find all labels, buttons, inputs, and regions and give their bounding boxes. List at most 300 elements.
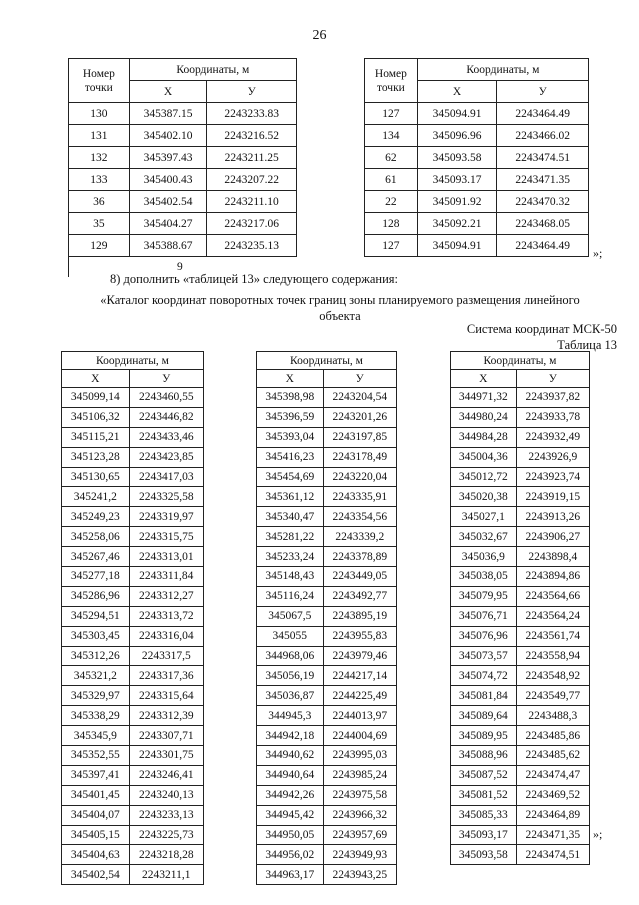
- x-cell: 345094.91: [417, 235, 497, 257]
- y-header: У: [207, 81, 297, 103]
- table-row: [62, 765, 204, 785]
- point-number-cell: 36: [69, 191, 130, 213]
- x-cell: 345398,98: [257, 388, 324, 408]
- x-cell: 345073,57: [451, 646, 517, 666]
- x-cell: 345089,64: [451, 706, 517, 726]
- y-cell: 2243949,93: [323, 845, 396, 865]
- x-cell: 345115,21: [62, 427, 130, 447]
- table-row: [62, 825, 204, 845]
- table-row: [62, 447, 204, 467]
- table-row: [257, 487, 397, 507]
- table-row: [62, 547, 204, 567]
- x-cell: 345404,07: [62, 805, 130, 825]
- y-cell: 2243894,86: [516, 567, 589, 587]
- table-row: [451, 606, 590, 626]
- table-row: [257, 586, 397, 606]
- table-row: [451, 746, 590, 766]
- x-cell: 345093,17: [451, 825, 517, 845]
- x-cell: 345130,65: [62, 467, 130, 487]
- x-cell: 345089,95: [451, 726, 517, 746]
- table-row: [62, 606, 204, 626]
- y-cell: 2243313,72: [129, 606, 203, 626]
- y-cell: 2243220,04: [323, 467, 396, 487]
- y-cell: 2243325,58: [129, 487, 203, 507]
- y-cell: 2243178,49: [323, 447, 396, 467]
- table-row: [62, 865, 204, 885]
- table-row: [257, 467, 397, 487]
- x-cell: 345233,24: [257, 547, 324, 567]
- y-cell: 2244225,49: [323, 686, 396, 706]
- x-cell: 345294,51: [62, 606, 130, 626]
- coords-header: Координаты, м: [62, 352, 204, 370]
- closing-mark: »;: [593, 246, 603, 260]
- y-cell: 2243469,52: [516, 785, 589, 805]
- y-cell: 2243943,25: [323, 865, 396, 885]
- y-cell: 2243932,49: [516, 427, 589, 447]
- y-cell: 2243957,69: [323, 825, 396, 845]
- point-number-header: Номер точки: [365, 59, 418, 103]
- y-cell: 2243233,13: [129, 805, 203, 825]
- table-row: [69, 213, 297, 235]
- x-cell: 345032,67: [451, 527, 517, 547]
- x-cell: 345036,9: [451, 547, 517, 567]
- table-row: [69, 125, 297, 147]
- x-cell: 345012,72: [451, 467, 517, 487]
- x-cell: 345396,59: [257, 407, 324, 427]
- x-cell: 344945,3: [257, 706, 324, 726]
- y-cell: 2243197,85: [323, 427, 396, 447]
- table-row: [451, 567, 590, 587]
- table-row: [365, 213, 589, 235]
- y-cell: 2243895,19: [323, 606, 396, 626]
- y-cell: 2243464.49: [497, 103, 589, 125]
- y-cell: 2243466.02: [497, 125, 589, 147]
- table-row: [257, 547, 397, 567]
- table-row: [451, 765, 590, 785]
- table-row: [257, 606, 397, 626]
- y-cell: 2243378,89: [323, 547, 396, 567]
- x-cell: 345076,71: [451, 606, 517, 626]
- table-row: [257, 805, 397, 825]
- table-row: [257, 865, 397, 885]
- y-cell: 2243339,2: [323, 527, 396, 547]
- x-cell: 345258,06: [62, 527, 130, 547]
- x-cell: 345388.67: [129, 235, 207, 257]
- y-cell: 2243311,84: [129, 567, 203, 587]
- y-header: У: [516, 370, 589, 388]
- y-cell: 2243313,01: [129, 547, 203, 567]
- point-number-cell: 133: [69, 169, 130, 191]
- x-cell: 344940,64: [257, 765, 324, 785]
- y-cell: 2243485,86: [516, 726, 589, 746]
- x-cell: 345081,52: [451, 785, 517, 805]
- x-cell: 345081,84: [451, 686, 517, 706]
- y-cell: 2243233.83: [207, 103, 297, 125]
- y-cell: 2243317,36: [129, 666, 203, 686]
- y-cell: 2243561,74: [516, 626, 589, 646]
- x-cell: 345401,45: [62, 785, 130, 805]
- x-cell: 344942,18: [257, 726, 324, 746]
- table-row: [451, 726, 590, 746]
- x-cell: 345277,18: [62, 567, 130, 587]
- table-row: [62, 726, 204, 746]
- x-cell: 345361,12: [257, 487, 324, 507]
- x-cell: 345091.92: [417, 191, 497, 213]
- x-header: X: [62, 370, 130, 388]
- x-cell: 344980,24: [451, 407, 517, 427]
- table-row: [62, 845, 204, 865]
- point-number-cell: 22: [365, 191, 418, 213]
- paragraph-8: 8) дополнить «таблицей 13» следующего содержания:: [110, 272, 399, 286]
- x-cell: 345340,47: [257, 507, 324, 527]
- table-row: [365, 191, 589, 213]
- table-footer: 9: [69, 257, 297, 278]
- x-cell: 345067,5: [257, 606, 324, 626]
- x-cell: 344984,28: [451, 427, 517, 447]
- y-cell: 2243218,28: [129, 845, 203, 865]
- table-row: [451, 646, 590, 666]
- table-row: [62, 467, 204, 487]
- table-row: [62, 388, 204, 408]
- table-row: [62, 487, 204, 507]
- x-cell: 345249,23: [62, 507, 130, 527]
- table-row: [62, 666, 204, 686]
- table-row: [257, 785, 397, 805]
- y-cell: 2243301,75: [129, 746, 203, 766]
- x-cell: 345329,97: [62, 686, 130, 706]
- y-cell: 2243423,85: [129, 447, 203, 467]
- y-cell: 2243307,71: [129, 726, 203, 746]
- x-cell: 344963,17: [257, 865, 324, 885]
- x-cell: 345092.21: [417, 213, 497, 235]
- x-cell: 345076,96: [451, 626, 517, 646]
- table-row: [257, 726, 397, 746]
- x-cell: 345402.54: [129, 191, 207, 213]
- y-cell: 2243474,47: [516, 765, 589, 785]
- x-cell: 345027,1: [451, 507, 517, 527]
- x-cell: 345085,33: [451, 805, 517, 825]
- coords-header: Координаты, м: [451, 352, 590, 370]
- y-cell: 2243549,77: [516, 686, 589, 706]
- point-number-cell: 61: [365, 169, 418, 191]
- table-row: [257, 825, 397, 845]
- y-cell: 2243201,26: [323, 407, 396, 427]
- x-cell: 345123,28: [62, 447, 130, 467]
- y-cell: 2244004,69: [323, 726, 396, 746]
- table-row: [257, 706, 397, 726]
- x-cell: 345096.96: [417, 125, 497, 147]
- table-row: [62, 527, 204, 547]
- table-row: [62, 427, 204, 447]
- table-row: [451, 527, 590, 547]
- table-row: [257, 388, 397, 408]
- table-row: [69, 147, 297, 169]
- x-cell: 345397,41: [62, 765, 130, 785]
- x-cell: 345148,43: [257, 567, 324, 587]
- coords-header: Координаты, м: [257, 352, 397, 370]
- y-cell: 2243211.25: [207, 147, 297, 169]
- table-row: [451, 666, 590, 686]
- table-row: [451, 626, 590, 646]
- y-cell: 2243471,35: [516, 825, 589, 845]
- y-header: У: [497, 81, 589, 103]
- table-row: [62, 785, 204, 805]
- y-cell: 2243955,83: [323, 626, 396, 646]
- y-cell: 2243995,03: [323, 746, 396, 766]
- x-cell: 345416,23: [257, 447, 324, 467]
- y-cell: 2243564,66: [516, 586, 589, 606]
- y-cell: 2243985,24: [323, 765, 396, 785]
- table-row: [69, 191, 297, 213]
- table-row: [62, 507, 204, 527]
- x-cell: 345303,45: [62, 626, 130, 646]
- y-cell: 2243919,15: [516, 487, 589, 507]
- table-row: [257, 765, 397, 785]
- table-row: [69, 235, 297, 257]
- table-row: [62, 746, 204, 766]
- table-row: [257, 746, 397, 766]
- x-cell: 345093,58: [451, 845, 517, 865]
- x-cell: 345404.27: [129, 213, 207, 235]
- y-cell: 2243207.22: [207, 169, 297, 191]
- y-cell: 2243335,91: [323, 487, 396, 507]
- y-cell: 2243225,73: [129, 825, 203, 845]
- x-cell: 345393,04: [257, 427, 324, 447]
- page-number: 26: [312, 28, 327, 43]
- y-cell: 2243926,9: [516, 447, 589, 467]
- table-row: [451, 785, 590, 805]
- point-number-header: Номер точки: [69, 59, 130, 103]
- x-cell: 345405,15: [62, 825, 130, 845]
- coords-table-3: [450, 351, 590, 865]
- table-row: [62, 805, 204, 825]
- x-cell: 345094.91: [417, 103, 497, 125]
- table-row: [257, 666, 397, 686]
- y-cell: 2243246,41: [129, 765, 203, 785]
- x-cell: 345038,05: [451, 567, 517, 587]
- x-cell: 345312,26: [62, 646, 130, 666]
- y-cell: 2243433,46: [129, 427, 203, 447]
- table-row: [451, 507, 590, 527]
- y-cell: 2243485,62: [516, 746, 589, 766]
- table-row: [257, 567, 397, 587]
- table-row: [62, 706, 204, 726]
- point-number-cell: 132: [69, 147, 130, 169]
- coords-table-1: [61, 351, 204, 885]
- x-cell: 345087,52: [451, 765, 517, 785]
- y-cell: 2243204,54: [323, 388, 396, 408]
- y-cell: 2243975,58: [323, 785, 396, 805]
- coord-system-caption: Система координат МСК-50 Таблица 13: [466, 322, 617, 352]
- table-row: [257, 507, 397, 527]
- y-cell: 2243488,3: [516, 706, 589, 726]
- x-cell: 344956,02: [257, 845, 324, 865]
- table-row: [257, 407, 397, 427]
- y-cell: 2243906,27: [516, 527, 589, 547]
- x-header: X: [451, 370, 517, 388]
- table-row: [451, 686, 590, 706]
- y-cell: 2243558,94: [516, 646, 589, 666]
- table-row: [451, 547, 590, 567]
- y-cell: 2244013,97: [323, 706, 396, 726]
- table-row: [451, 845, 590, 865]
- table-row: [62, 686, 204, 706]
- table-row: [451, 706, 590, 726]
- y-cell: 2243235.13: [207, 235, 297, 257]
- y-cell: 2243471.35: [497, 169, 589, 191]
- table-row: [62, 407, 204, 427]
- y-cell: 2243316,04: [129, 626, 203, 646]
- table-row: [451, 586, 590, 606]
- x-cell: 345286,96: [62, 586, 130, 606]
- y-cell: 2243315,75: [129, 527, 203, 547]
- point-number-cell: 35: [69, 213, 130, 235]
- points-table-right: [364, 58, 589, 257]
- y-cell: 2243240,13: [129, 785, 203, 805]
- x-cell: 344968,06: [257, 646, 324, 666]
- y-cell: 2243317,5: [129, 646, 203, 666]
- x-cell: 345345,9: [62, 726, 130, 746]
- point-number-cell: 128: [365, 213, 418, 235]
- y-header: У: [129, 370, 203, 388]
- x-cell: 345093.17: [417, 169, 497, 191]
- x-cell: 345056,19: [257, 666, 324, 686]
- x-cell: 345093.58: [417, 147, 497, 169]
- y-cell: 2243474.51: [497, 147, 589, 169]
- table-row: [451, 388, 590, 408]
- y-cell: 2243979,46: [323, 646, 396, 666]
- x-cell: 345321,2: [62, 666, 130, 686]
- y-cell: 2243564,24: [516, 606, 589, 626]
- x-cell: 345074,72: [451, 666, 517, 686]
- table-row: [257, 646, 397, 666]
- x-cell: 345079,95: [451, 586, 517, 606]
- y-cell: 2243211.10: [207, 191, 297, 213]
- table-row: [451, 407, 590, 427]
- x-header: X: [129, 81, 207, 103]
- x-cell: 344945,42: [257, 805, 324, 825]
- x-cell: 345397.43: [129, 147, 207, 169]
- x-header: X: [257, 370, 324, 388]
- x-cell: 344971,32: [451, 388, 517, 408]
- coords-table-2: [256, 351, 397, 885]
- x-cell: 344940,62: [257, 746, 324, 766]
- y-cell: 2243312,39: [129, 706, 203, 726]
- y-cell: 2243354,56: [323, 507, 396, 527]
- y-cell: 2243449,05: [323, 567, 396, 587]
- x-cell: 345020,38: [451, 487, 517, 507]
- table-row: [257, 686, 397, 706]
- y-cell: 2243913,26: [516, 507, 589, 527]
- x-cell: 345055: [257, 626, 324, 646]
- x-cell: 345400.43: [129, 169, 207, 191]
- points-table-left: [68, 58, 297, 277]
- point-number-cell: 134: [365, 125, 418, 147]
- table-row: [451, 427, 590, 447]
- point-number-cell: 62: [365, 147, 418, 169]
- x-cell: 345402,54: [62, 865, 130, 885]
- catalog-title: «Каталог координат поворотных точек границ зоны планируемого размещения линейного объекта: [100, 293, 580, 323]
- table-row: [451, 467, 590, 487]
- x-cell: 345387.15: [129, 103, 207, 125]
- y-cell: 2243312,27: [129, 586, 203, 606]
- y-cell: 2243464.49: [497, 235, 589, 257]
- y-cell: 2243417,03: [129, 467, 203, 487]
- table-row: [69, 103, 297, 125]
- point-number-cell: 127: [365, 235, 418, 257]
- table-row: [62, 646, 204, 666]
- coords-header: Координаты, м: [417, 59, 588, 81]
- table-row: [365, 169, 589, 191]
- table-row: [365, 125, 589, 147]
- table-row: [62, 567, 204, 587]
- y-cell: 2243460,55: [129, 388, 203, 408]
- table-row: [365, 147, 589, 169]
- y-cell: 2243211,1: [129, 865, 203, 885]
- y-cell: 2243319,97: [129, 507, 203, 527]
- table-row: [451, 447, 590, 467]
- x-cell: 345454,69: [257, 467, 324, 487]
- table-row: [257, 527, 397, 547]
- table-row: [69, 169, 297, 191]
- y-cell: 2243937,82: [516, 388, 589, 408]
- y-header: У: [323, 370, 396, 388]
- x-cell: 345099,14: [62, 388, 130, 408]
- coords-header: Координаты, м: [129, 59, 296, 81]
- y-cell: 2243898,4: [516, 547, 589, 567]
- table-row: [62, 586, 204, 606]
- x-cell: 345116,24: [257, 586, 324, 606]
- y-cell: 2243923,74: [516, 467, 589, 487]
- point-number-cell: 129: [69, 235, 130, 257]
- x-cell: 345402.10: [129, 125, 207, 147]
- table-row: [451, 825, 590, 845]
- y-cell: 2243468.05: [497, 213, 589, 235]
- x-cell: 345088,96: [451, 746, 517, 766]
- x-cell: 345338,29: [62, 706, 130, 726]
- x-cell: 344942,26: [257, 785, 324, 805]
- point-number-cell: 130: [69, 103, 130, 125]
- x-cell: 345352,55: [62, 746, 130, 766]
- x-cell: 345106,32: [62, 407, 130, 427]
- table-row: [451, 805, 590, 825]
- y-cell: 2243492,77: [323, 586, 396, 606]
- y-cell: 2243464,89: [516, 805, 589, 825]
- y-cell: 2243548,92: [516, 666, 589, 686]
- y-cell: 2243315,64: [129, 686, 203, 706]
- x-cell: 345404,63: [62, 845, 130, 865]
- y-cell: 2243966,32: [323, 805, 396, 825]
- y-cell: 2243474,51: [516, 845, 589, 865]
- x-cell: 345036,87: [257, 686, 324, 706]
- x-cell: 345241,2: [62, 487, 130, 507]
- y-cell: 2243217.06: [207, 213, 297, 235]
- x-cell: 345281,22: [257, 527, 324, 547]
- x-cell: 345267,46: [62, 547, 130, 567]
- y-cell: 2243470.32: [497, 191, 589, 213]
- x-header: X: [417, 81, 497, 103]
- y-cell: 2243216.52: [207, 125, 297, 147]
- table-row: [451, 487, 590, 507]
- table-row: [365, 235, 589, 257]
- table-row: [62, 626, 204, 646]
- y-cell: 2243933,78: [516, 407, 589, 427]
- y-cell: 2244217,14: [323, 666, 396, 686]
- point-number-cell: 131: [69, 125, 130, 147]
- table-row: [257, 427, 397, 447]
- point-number-cell: 127: [365, 103, 418, 125]
- table-row: [365, 103, 589, 125]
